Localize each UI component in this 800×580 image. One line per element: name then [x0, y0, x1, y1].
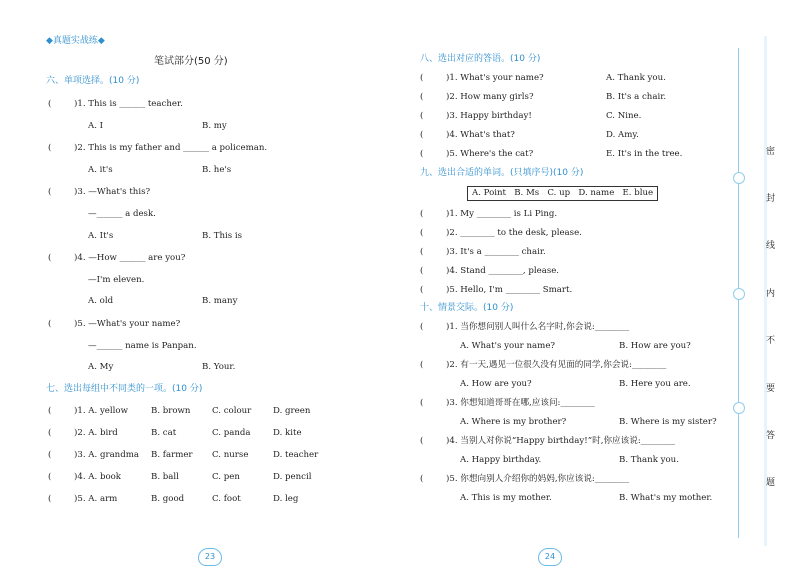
question: )4. What's that? — [446, 130, 515, 140]
item-b: B. good — [151, 494, 185, 504]
answer-option: A. Thank you. — [606, 73, 666, 83]
paren: ( — [420, 209, 424, 219]
page-number: 24 — [538, 548, 562, 566]
paren: ( — [48, 253, 52, 263]
paren: ( — [420, 398, 424, 408]
paren: ( — [420, 92, 424, 102]
item-a: )3. A. grandma — [74, 450, 139, 460]
question-stem: )5. —What's your name? — [74, 319, 181, 329]
seal-dot — [733, 402, 745, 414]
item-a: )2. A. bird — [74, 428, 118, 438]
item-c: C. colour — [212, 406, 252, 416]
paren: ( — [420, 247, 424, 257]
fill-blank-item: )4. Stand ________, please. — [446, 266, 560, 276]
option-a: A. Where is my brother? — [460, 417, 567, 427]
fill-blank-item: )3. It's a ________ chair. — [446, 247, 546, 257]
option-b: B. Your. — [202, 362, 236, 372]
seal-dot — [733, 172, 745, 184]
header-tag: ◆真题实战练◆ — [46, 36, 105, 46]
item-a: )5. A. arm — [74, 494, 118, 504]
seal-char: 不 — [766, 336, 776, 346]
paren: ( — [420, 360, 424, 370]
answer-line: —I'm eleven. — [88, 275, 145, 285]
fill-blank-item: )5. Hello, I'm ________ Smart. — [446, 285, 573, 295]
option-b: B. he's — [202, 165, 232, 175]
paren: ( — [48, 450, 52, 460]
option-a: A. it's — [88, 165, 113, 175]
paren: ( — [420, 73, 424, 83]
question: )2. How many girls? — [446, 92, 534, 102]
item-b: B. brown — [151, 406, 191, 416]
item-b: B. ball — [151, 472, 179, 482]
answer-line: —______ a desk. — [88, 209, 156, 219]
item-c: C. nurse — [212, 450, 249, 460]
option-b: B. my — [202, 121, 227, 131]
paren: ( — [420, 111, 424, 121]
fill-blank-item: )2. ________ to the desk, please. — [446, 228, 582, 238]
option-b: B. This is — [202, 231, 243, 241]
answer-option: C. Nine. — [606, 111, 642, 121]
paren: ( — [420, 266, 424, 276]
item-d: D. teacher — [273, 450, 319, 460]
paren: ( — [420, 285, 424, 295]
seal-char: 答 — [766, 431, 776, 441]
option-b: B. How are you? — [619, 341, 691, 351]
paren: ( — [420, 149, 424, 159]
seal-dot — [733, 288, 745, 300]
question-stem: )5. 你想向别人介绍你的妈妈,你应该说:________ — [446, 474, 630, 484]
answer-option: B. It's a chair. — [606, 92, 667, 102]
item-a: )1. A. yellow — [74, 406, 128, 416]
option-a: A. I — [88, 121, 104, 131]
item-b: B. farmer — [151, 450, 193, 460]
paren: ( — [420, 436, 424, 446]
paren: ( — [48, 99, 52, 109]
question-stem: )2. This is my father and ______ a policeman. — [74, 143, 268, 153]
question: )5. Where's the cat? — [446, 149, 534, 159]
fill-blank-item: )1. My ________ is Li Ping. — [446, 209, 558, 219]
option-b: B. Where is my sister? — [619, 417, 717, 427]
page-number: 23 — [198, 548, 222, 566]
item-d: D. leg — [273, 494, 299, 504]
seal-char: 题 — [766, 478, 776, 488]
option-a: A. This is my mother. — [460, 493, 552, 503]
page-title: 笔试部分(50 分) — [154, 56, 228, 67]
paren: ( — [48, 406, 52, 416]
option-a: A. How are you? — [460, 379, 532, 389]
paren: ( — [420, 228, 424, 238]
question-stem: )1. This is ______ teacher. — [74, 99, 183, 109]
paren: ( — [48, 472, 52, 482]
word-bank-box: A. Point B. Ms C. up D. name E. blue — [467, 186, 658, 201]
question: )1. What's your name? — [446, 73, 544, 83]
option-b: B. Thank you. — [619, 455, 679, 465]
seal-char: 封 — [766, 194, 776, 204]
option-a: A. old — [88, 296, 114, 306]
question-stem: )2. 有一天,遇见一位很久没有见面的同学,你会说:________ — [446, 360, 667, 370]
option-b: B. Here you are. — [619, 379, 691, 389]
answer-option: E. It's in the tree. — [606, 149, 683, 159]
item-c: C. foot — [212, 494, 241, 504]
paren: ( — [420, 130, 424, 140]
section-7-title: 七、选出每组中不同类的一项。(10 分) — [46, 384, 203, 394]
seal-char: 线 — [766, 241, 776, 251]
option-a: A. Happy birthday. — [460, 455, 542, 465]
item-a: )4. A. book — [74, 472, 122, 482]
seal-char: 内 — [766, 289, 776, 299]
option-a: A. It's — [88, 231, 114, 241]
paren: ( — [420, 474, 424, 484]
section-10-title: 十、情景交际。(10 分) — [420, 303, 514, 313]
item-c: C. pen — [212, 472, 240, 482]
option-b: B. many — [202, 296, 238, 306]
section-6-title: 六、单项选择。(10 分) — [46, 76, 140, 86]
answer-line: —______ name is Panpan. — [88, 341, 197, 351]
answer-option: D. Amy. — [606, 130, 639, 140]
paren: ( — [48, 428, 52, 438]
paren: ( — [48, 494, 52, 504]
seal-char: 密 — [766, 147, 776, 157]
paren: ( — [48, 319, 52, 329]
item-b: B. cat — [151, 428, 177, 438]
section-9-title: 九、选出合适的单词。(只填序号)(10 分) — [420, 168, 584, 178]
paren: ( — [420, 322, 424, 332]
item-d: D. green — [273, 406, 311, 416]
question: )3. Happy birthday! — [446, 111, 532, 121]
item-c: C. panda — [212, 428, 251, 438]
paren: ( — [48, 187, 52, 197]
question-stem: )4. —How ______ are you? — [74, 253, 186, 263]
question-stem: )1. 当你想问别人叫什么名字时,你会说:________ — [446, 322, 630, 332]
question-stem: )3. 你想知道哥哥在哪,应该问:________ — [446, 398, 595, 408]
item-d: D. kite — [273, 428, 302, 438]
option-b: B. What's my mother. — [619, 493, 713, 503]
item-d: D. pencil — [273, 472, 312, 482]
option-a: A. My — [88, 362, 114, 372]
option-a: A. What's your name? — [460, 341, 556, 351]
section-8-title: 八、选出对应的答语。(10 分) — [420, 54, 541, 64]
seal-char: 要 — [766, 384, 776, 394]
question-stem: )4. 当别人对你说“Happy birthday!”时,你应该说:________ — [446, 436, 676, 446]
paren: ( — [48, 143, 52, 153]
question-stem: )3. —What's this? — [74, 187, 151, 197]
